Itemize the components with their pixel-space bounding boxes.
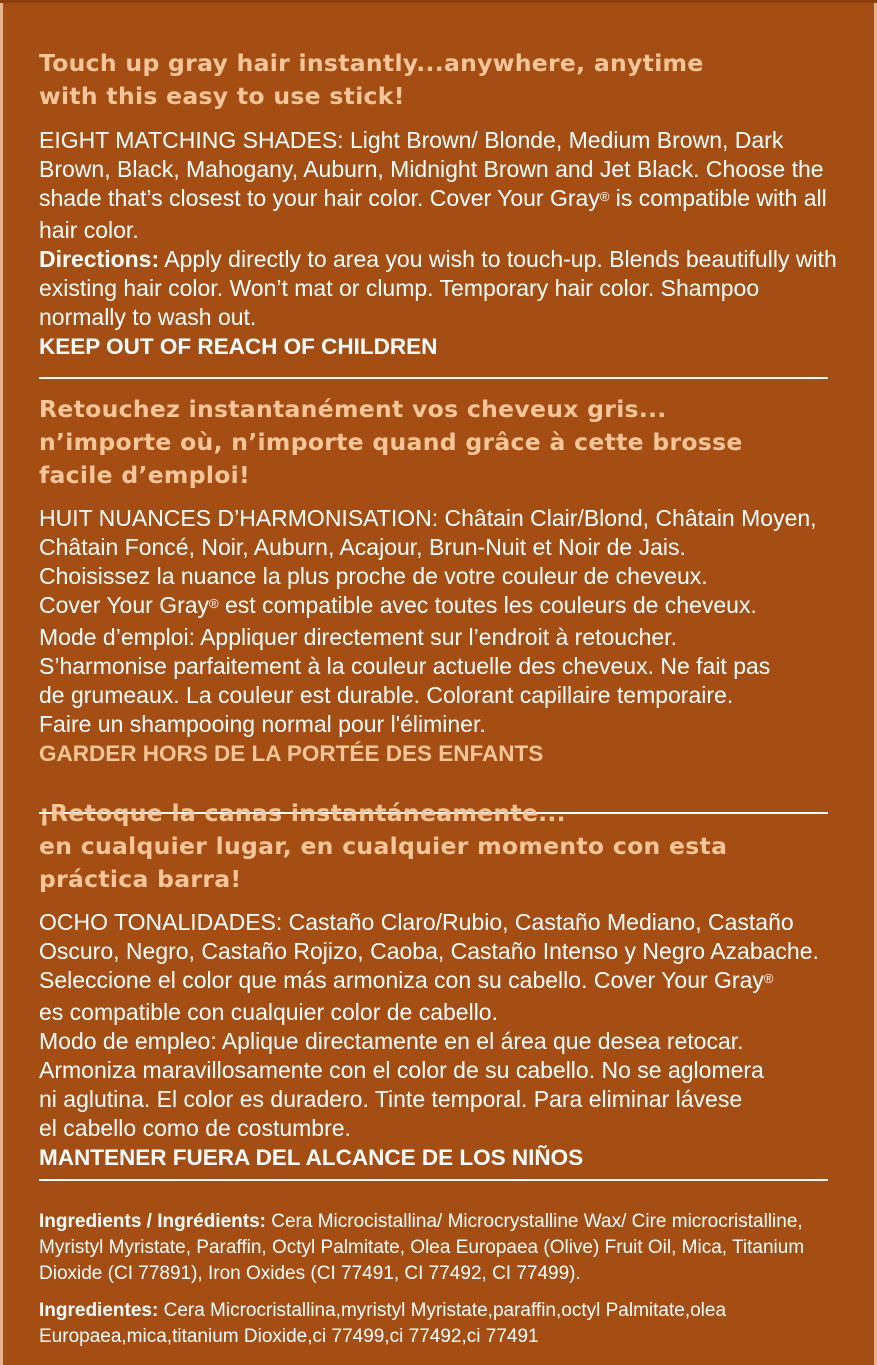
left-edge-border xyxy=(0,3,3,1365)
french-line3: Choisissez la nuance la plus proche de votre couleur de cheveux. xyxy=(39,563,708,589)
spanish-line8: el cabello como de costumbre. xyxy=(39,1115,351,1141)
registered-mark: ® xyxy=(599,189,610,204)
english-headline-line2: with this easy to use stick! xyxy=(39,82,405,110)
english-section xyxy=(39,47,839,361)
spanish-line7: ni aglutina. El color es duradero. Tinte temporal. Para eliminar lávese xyxy=(39,1086,743,1112)
spanish-section xyxy=(39,797,839,1172)
spanish-line1: OCHO TONALIDADES: Castaño Claro/Rubio, Castaño Mediano, Castaño xyxy=(39,909,794,935)
french-headline-line2: n’importe où, n’importe quand grâce à cette brosse xyxy=(39,428,743,456)
english-headline xyxy=(39,47,839,113)
ingredients-es xyxy=(39,1298,849,1350)
spanish-warning: MANTENER FUERA DEL ALCANCE DE LOS NIÑOS xyxy=(39,1145,584,1170)
french-warning: GARDER HORS DE LA PORTÉE DES ENFANTS xyxy=(39,741,544,766)
english-headline-line1: Touch up gray hair instantly...anywhere, anytime xyxy=(39,49,704,77)
ingredients-en-fr-text: Cera Microcistallina/ Microcrystalline Wax/ Cire microcristalline, Myristyl Myristate, Paraffin, Octyl Palmitate, Olea Europaea (Olive) Fruit Oil, Mica, Titanium Dioxide (CI 77891), Iron Oxides (CI 77491, CI 77492, CI 77499). xyxy=(39,1211,805,1284)
english-directions-paragraph xyxy=(39,245,839,332)
ingredients-es-label: Ingredientes: xyxy=(39,1300,159,1321)
spanish-line2: Oscuro, Negro, Castaño Rojizo, Caoba, Castaño Intenso y Negro Azabache. xyxy=(39,938,819,964)
spanish-line3: Seleccione el color que más armoniza con su cabello. Cover Your Gray xyxy=(39,967,764,993)
ingredients-en-fr xyxy=(39,1209,849,1287)
english-warning: KEEP OUT OF REACH OF CHILDREN xyxy=(39,334,438,359)
registered-mark: ® xyxy=(763,971,774,986)
french-headline-line3: facile d’emploi! xyxy=(39,461,251,489)
english-shades-text-end: is compatible with all hair color. xyxy=(39,185,827,243)
ingredients-en-fr-label: Ingredients / Ingrédients: xyxy=(39,1211,266,1232)
french-headline-line1: Retouchez instantanément vos cheveux gris... xyxy=(39,395,667,423)
french-section xyxy=(39,393,839,768)
directions-label: Directions: xyxy=(39,246,160,272)
registered-mark: ® xyxy=(209,596,219,611)
ingredients-section xyxy=(39,1209,849,1350)
french-line2: Châtain Foncé, Noir, Auburn, Acajour, Brun-Nuit et Noir de Jais. xyxy=(39,534,686,560)
french-line4: Cover Your Gray xyxy=(39,592,210,618)
spanish-line5: Modo de empleo: Aplique directamente en el área que desea retocar. xyxy=(39,1028,744,1054)
spanish-headline-line2: en cualquier lugar, en cualquier momento con esta xyxy=(39,832,728,860)
ingredients-es-text: Cera Microcristallina,myristyl Myristate,paraffin,octyl Palmitate,olea Europaea,mica,titanium Dioxide,ci 77499,ci 77492,ci 77491 xyxy=(39,1300,727,1347)
french-line5: Mode d’emploi: Appliquer directement sur l’endroit à retoucher. xyxy=(39,624,677,650)
spanish-line4: es compatible con cualquier color de cabello. xyxy=(39,999,498,1025)
french-line6: S’harmonise parfaitement à la couleur actuelle des cheveux. Ne fait pas xyxy=(39,653,771,679)
spanish-line6: Armoniza maravillosamente con el color de su cabello. No se aglomera xyxy=(39,1057,764,1083)
french-line4-end: est compatible avec toutes les couleurs de cheveux. xyxy=(218,592,757,618)
spanish-headline-line3: práctica barra! xyxy=(39,865,242,893)
french-headline xyxy=(39,393,839,492)
spanish-headline xyxy=(39,797,839,896)
french-line1: HUIT NUANCES D’HARMONISATION: Châtain Clair/Blond, Châtain Moyen, xyxy=(39,505,817,531)
english-shades-paragraph xyxy=(39,126,839,245)
directions-text: Apply directly to area you wish to touch-up. Blends beautifully with existing hair color. Won’t mat or clump. Temporary hair color. Shampoo normally to wash out. xyxy=(39,246,837,330)
french-body-paragraph xyxy=(39,504,839,739)
divider-3 xyxy=(39,1179,828,1181)
french-line7: de grumeaux. La couleur est durable. Colorant capillaire temporaire. xyxy=(39,682,734,708)
spanish-headline-line1: ¡Retoque la canas instantáneamente... xyxy=(39,799,566,827)
english-shades-text: EIGHT MATCHING SHADES: Light Brown/ Blonde, Medium Brown, Dark Brown, Black, Mahogany, Auburn, Midnight Brown and Jet Black. Choose the shade that’s closest to your hair color. Cover Your Gray xyxy=(39,127,824,211)
divider-1 xyxy=(39,377,828,379)
french-line8: Faire un shampooing normal pour l'éliminer. xyxy=(39,711,486,737)
spanish-body-paragraph xyxy=(39,908,839,1143)
